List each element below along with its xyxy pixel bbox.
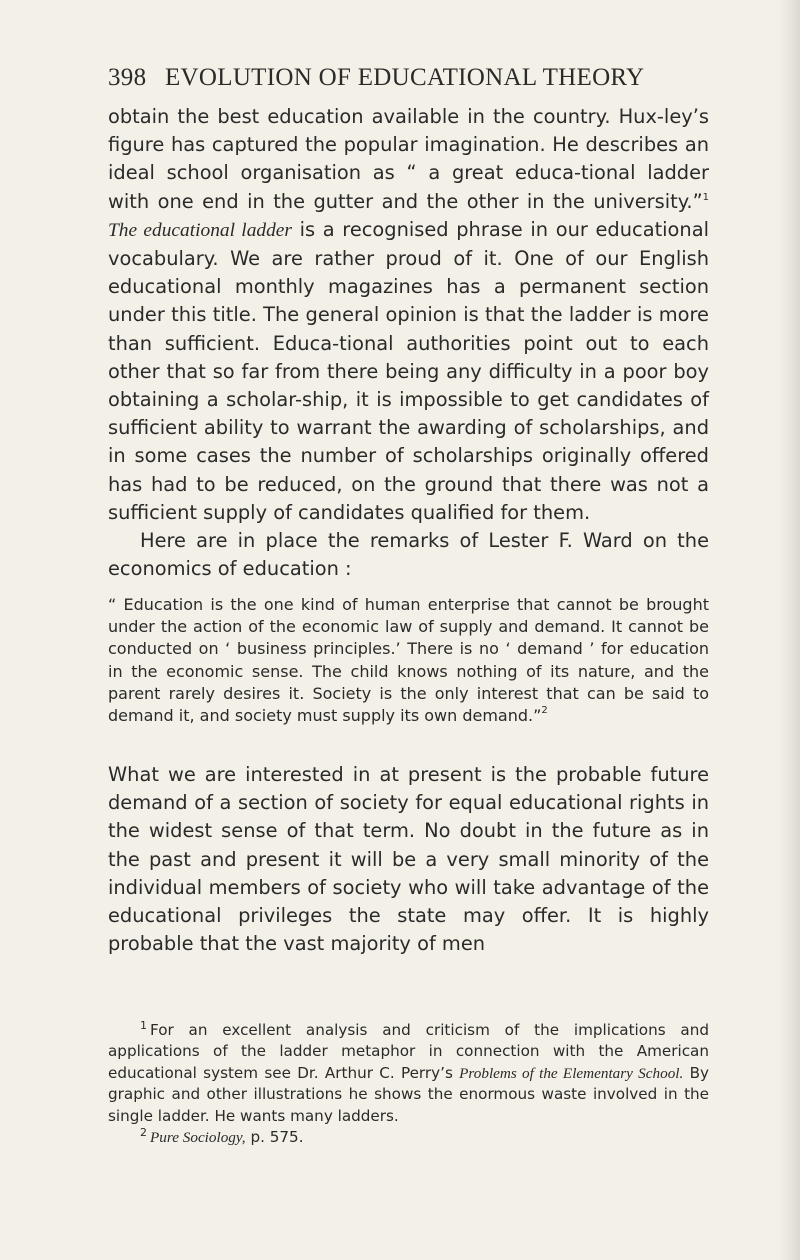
body-text-top — [108, 103, 709, 583]
footnote-1-italic: Problems of the Elementary School. — [459, 1064, 684, 1082]
footnote-2 — [108, 1127, 709, 1148]
footnotes — [108, 1020, 709, 1148]
paragraph-1-text-a: obtain the best education available in the country. Hux-ley’s figure has captured the popular imagination. He describes an ideal school organisation as “ a great educa-tional ladder with one end in the gutter and the other in the university.” — [108, 105, 709, 213]
footnote-2-italic: Pure Sociology, — [150, 1129, 246, 1147]
footnote-1 — [108, 1020, 709, 1127]
footnote-2-text: p. 575. — [250, 1128, 304, 1147]
page-number: 398 — [108, 64, 147, 91]
body-text-bottom — [108, 761, 709, 958]
running-title: EVOLUTION OF EDUCATIONAL THEORY — [164, 64, 645, 91]
paragraph-1-italic: The educational ladder — [108, 219, 292, 241]
quote-paragraph — [108, 594, 709, 727]
footnote-1-text-2: By graphic and other illustrations he shows the enormous waste involved in the single ladder. He wants many ladders. — [108, 1063, 710, 1125]
quote-text: “ Education is the one kind of human enterprise that cannot be brought under the action of the economic law of supply and demand. It cannot be conducted on ‘ business principles.’ There is no ‘ demand ’ for education in the economic sense. The child knows nothing of its nature, and the parent rarely desires it. Society is the only interest that can be said to demand it, and society must supply its own demand.” — [108, 595, 709, 726]
paragraph-1 — [108, 103, 709, 527]
running-header — [108, 64, 708, 92]
paragraph-1-text-b: is a recognised phrase in our educational vocabulary. We are rather proud of it. One of our English educational monthly magazines has a permanent section under this title. The general opinion is that the ladder is more than sufficient. Educa-tional authorities point out to each other that so far from there being any difficulty in a poor boy obtaining a scholar-ship, it is impossible to get candidates of sufficient ability to warrant the awarding of scholarships, and in some cases the number of scholarships originally offered has had to be reduced, on the ground that there was not a sufficient supply of candidates qualified for them. — [108, 217, 709, 524]
paragraph-3: What we are interested in at present is the probable future demand of a section of society for equal educational rights in the widest sense of that term. No doubt in the future as in the past and present it will be a very small minority of the individual members of society who will take advantage of the educational privileges the state may offer. It is highly probable that the vast majority of men — [108, 763, 709, 956]
footnote-1-text: For an excellent analysis and criticism of the implications and applications of the ladder metaphor in connection with the American educational system see Dr. Arthur C. Perry’s — [108, 1021, 709, 1082]
paragraph-2: Here are in place the remarks of Lester F. Ward on the economics of education : — [108, 529, 709, 581]
footnote-1-mark: 1 — [140, 1019, 147, 1032]
footnote-ref-1: 1 — [702, 191, 709, 203]
page-edge-shadow — [778, 0, 800, 1260]
block-quote — [108, 594, 709, 727]
footnote-ref-2: 2 — [541, 705, 548, 717]
footnote-2-mark: 2 — [140, 1126, 147, 1140]
